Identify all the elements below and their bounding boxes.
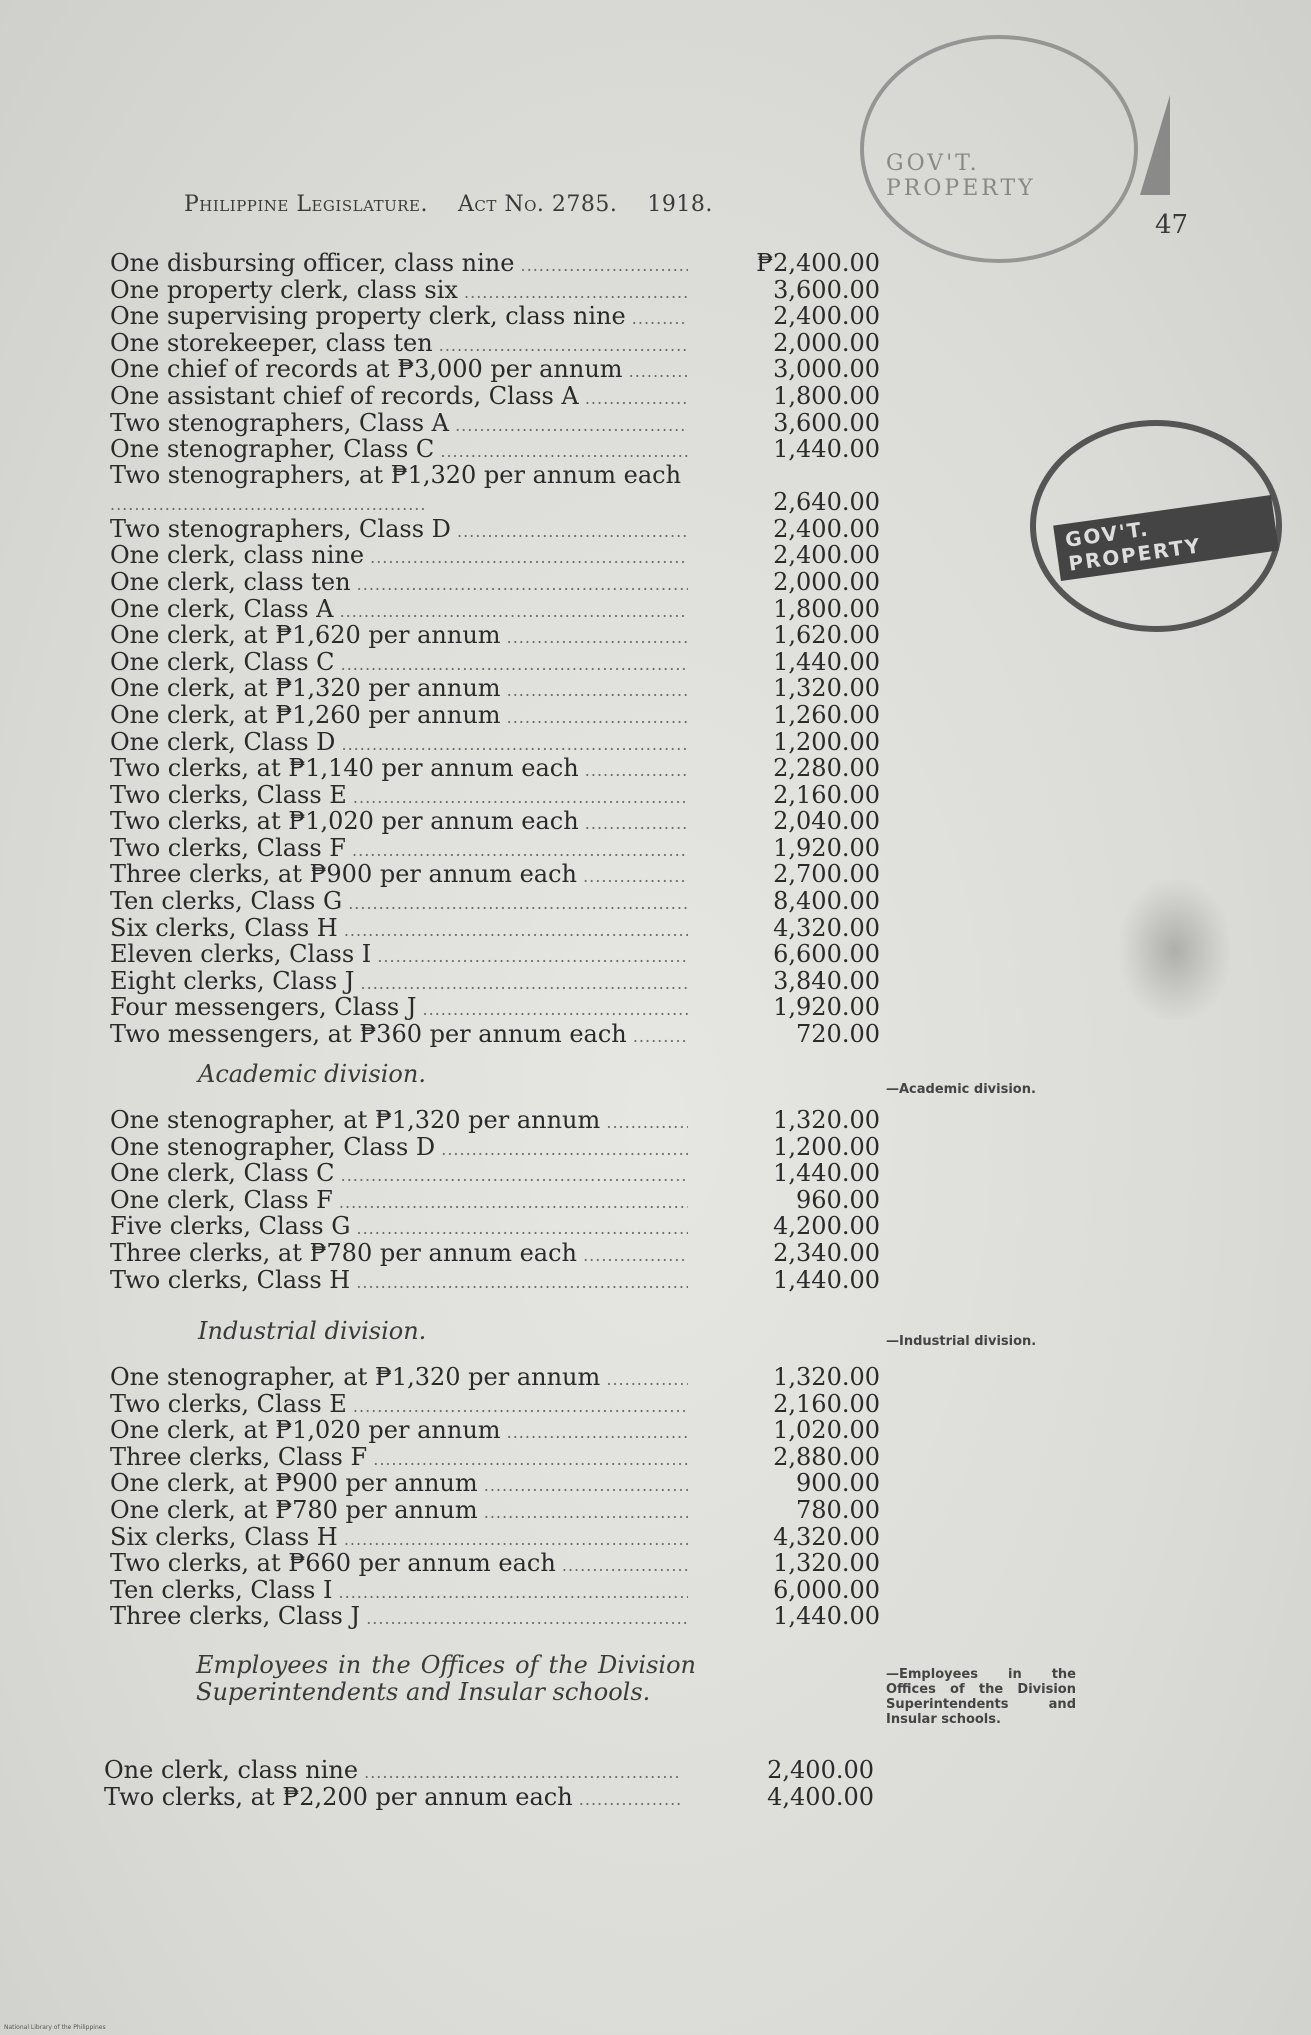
row-label: Two clerks, at ₱1,020 per annum each ..... <box>110 808 688 838</box>
row-amount: 1,440.00 <box>773 1159 880 1188</box>
row-label: Two clerks, Class F ..... <box>110 835 688 865</box>
row-label: Ten clerks, Class I ..... <box>110 1577 688 1607</box>
row-amount: 1,440.00 <box>773 1602 880 1631</box>
row-amount: ₱2,400.00 <box>756 249 880 277</box>
row-label: One supervising property clerk, class nine ..... <box>110 303 688 333</box>
row-amount: 2,700.00 <box>773 860 880 889</box>
row-label: Two stenographers, Class A ..... <box>110 410 688 440</box>
table-row <box>110 915 880 942</box>
row-label: One storekeeper, class ten ..... <box>110 330 688 360</box>
section-division-offices-list <box>104 1757 874 1810</box>
row-amount: 1,800.00 <box>773 594 880 623</box>
table-row <box>110 702 880 729</box>
row-label: One chief of records at ₱3,000 per annum ..... <box>110 356 688 386</box>
row-label: One clerk, Class F ..... <box>110 1187 688 1217</box>
margin-note-division-offices: —Employees in the Offices of the Division Superintendents and Insular schools. <box>886 1667 1076 1727</box>
library-stamp-right <box>1030 420 1282 632</box>
row-amount: 3,000.00 <box>773 355 880 384</box>
table-row <box>110 1497 880 1524</box>
ink-smudge <box>1120 880 1230 1020</box>
row-label: One clerk, Class C ..... <box>110 1160 688 1190</box>
page-number: 47 <box>1155 210 1189 240</box>
margin-note-industrial: —Industrial division. <box>886 1334 1037 1349</box>
table-row <box>110 861 880 888</box>
row-label: One clerk, Class D ..... <box>110 729 688 759</box>
table-row <box>110 1107 880 1134</box>
table-row <box>110 649 880 676</box>
table-row <box>110 1444 880 1471</box>
table-row <box>110 1550 880 1577</box>
header-title: Philippine Legislature. <box>184 192 428 217</box>
row-amount: 1,200.00 <box>773 727 880 756</box>
table-row <box>110 250 880 277</box>
table-row <box>110 330 880 357</box>
table-row <box>110 460 880 516</box>
table-row <box>110 1160 880 1187</box>
row-label: One clerk, class nine ..... <box>110 542 688 572</box>
row-amount: 6,600.00 <box>773 940 880 969</box>
row-label: Three clerks, Class F ..... <box>110 1444 688 1474</box>
table-row <box>110 729 880 756</box>
table-row <box>110 1417 880 1444</box>
row-amount: 2,400.00 <box>773 302 880 331</box>
row-label: Four messengers, Class J ..... <box>110 994 688 1024</box>
row-label: Eleven clerks, Class I ..... <box>110 941 688 971</box>
heading-division-offices: Employees in the Offices of the Division Superintendents and Insular schools. <box>196 1651 696 1706</box>
table-row <box>110 303 880 330</box>
row-label: Two messengers, at ₱360 per annum each ..... <box>110 1021 688 1051</box>
row-label: One stenographer, Class D ..... <box>110 1134 688 1164</box>
row-amount: 1,320.00 <box>773 1363 880 1391</box>
row-amount: 1,320.00 <box>773 1106 880 1134</box>
row-amount: 2,160.00 <box>773 1389 880 1418</box>
row-amount: 4,320.00 <box>773 913 880 942</box>
corner-mark <box>1140 95 1170 195</box>
row-label: One clerk, Class A ..... <box>110 596 688 626</box>
row-amount: 720.00 <box>796 1020 880 1049</box>
row-label: One stenographer, at ₱1,320 per annum ..... <box>110 1107 688 1137</box>
row-amount: 780.00 <box>796 1495 880 1524</box>
header-year: 1918. <box>647 192 713 217</box>
table-row <box>110 356 880 383</box>
table-row <box>110 622 880 649</box>
heading-industrial: Industrial division. <box>198 1317 427 1345</box>
stamp-text-right: GOV'T. PROPERTY <box>1053 495 1279 581</box>
table-row <box>110 755 880 782</box>
table-row <box>110 1391 880 1418</box>
row-amount: 900.00 <box>796 1469 880 1498</box>
table-row <box>110 410 880 437</box>
row-label: One assistant chief of records, Class A ..... <box>110 383 688 413</box>
row-amount: 1,620.00 <box>773 621 880 650</box>
row-amount: 3,600.00 <box>773 408 880 437</box>
table-row <box>110 941 880 968</box>
table-row <box>110 516 880 543</box>
row-label: One clerk, at ₱900 per annum ..... <box>110 1470 688 1500</box>
table-row <box>110 675 880 702</box>
row-label: One stenographer, at ₱1,320 per annum ..... <box>110 1364 688 1394</box>
table-row <box>104 1784 874 1811</box>
row-amount: 2,000.00 <box>773 567 880 596</box>
table-row <box>104 1757 874 1784</box>
header-act: Act No. 2785. <box>457 192 618 217</box>
row-label: One clerk, at ₱1,260 per annum ..... <box>110 702 688 732</box>
table-row <box>110 888 880 915</box>
row-label: One clerk, Class C ..... <box>110 649 688 679</box>
row-label: Two clerks, Class E ..... <box>110 1391 688 1421</box>
row-amount: 1,440.00 <box>773 647 880 676</box>
table-row <box>110 808 880 835</box>
table-row <box>110 1021 880 1048</box>
row-amount: 960.00 <box>796 1185 880 1214</box>
row-amount: 2,280.00 <box>773 754 880 783</box>
row-label: Three clerks, at ₱780 per annum each ..... <box>110 1240 688 1270</box>
table-row <box>110 1364 880 1391</box>
row-amount: 1,320.00 <box>773 674 880 703</box>
row-amount: 3,840.00 <box>773 966 880 995</box>
row-label: Two clerks, at ₱660 per annum each ..... <box>110 1550 688 1580</box>
table-row <box>110 277 880 304</box>
table-row <box>110 968 880 995</box>
table-row <box>110 782 880 809</box>
table-row <box>110 835 880 862</box>
table-row <box>110 1240 880 1267</box>
table-row <box>110 596 880 623</box>
row-amount: 4,320.00 <box>773 1522 880 1551</box>
row-amount: 3,600.00 <box>773 275 880 304</box>
table-row <box>110 569 880 596</box>
table-row <box>110 1577 880 1604</box>
row-label: One clerk, class ten ..... <box>110 569 688 599</box>
row-label: Eight clerks, Class J ..... <box>110 968 688 998</box>
row-label: Two clerks, Class H ..... <box>110 1267 688 1297</box>
row-label: One clerk, at ₱1,020 per annum ..... <box>110 1417 688 1447</box>
row-amount: 2,400.00 <box>773 514 880 543</box>
row-label: Three clerks, at ₱900 per annum each ..... <box>110 861 688 891</box>
row-amount: 1,260.00 <box>773 700 880 729</box>
section-main-list <box>110 250 880 1048</box>
row-amount: 8,400.00 <box>773 887 880 916</box>
row-label: Two clerks, at ₱1,140 per annum each ..... <box>110 755 688 785</box>
section-academic-list <box>110 1107 880 1293</box>
footer-source: National Library of the Philippines <box>4 2024 106 2031</box>
row-amount: 2,000.00 <box>773 328 880 357</box>
table-row <box>110 1213 880 1240</box>
row-label: Ten clerks, Class G ..... <box>110 888 688 918</box>
row-amount: 2,040.00 <box>773 807 880 836</box>
table-row <box>110 1524 880 1551</box>
row-amount: 2,340.00 <box>773 1238 880 1267</box>
row-label: Two clerks, Class E ..... <box>110 782 688 812</box>
table-row <box>110 1603 880 1630</box>
margin-note-academic: —Academic division. <box>886 1082 1036 1097</box>
row-label: One disbursing officer, class nine ..... <box>110 250 688 280</box>
row-amount: 1,320.00 <box>773 1549 880 1578</box>
row-amount: 1,920.00 <box>773 833 880 862</box>
library-stamp-top <box>860 35 1138 263</box>
row-amount: 2,400.00 <box>773 541 880 570</box>
section-industrial-list <box>110 1364 880 1630</box>
table-row <box>110 1134 880 1161</box>
row-amount: 1,800.00 <box>773 381 880 410</box>
row-amount: 1,440.00 <box>773 435 880 464</box>
running-header <box>184 192 713 217</box>
table-row <box>110 1187 880 1214</box>
row-amount: 1,020.00 <box>773 1416 880 1445</box>
row-amount: 2,160.00 <box>773 780 880 809</box>
stamp-text-top: GOV'T. PROPERTY <box>886 151 1036 201</box>
row-label: One clerk, at ₱780 per annum ..... <box>110 1497 688 1527</box>
row-label: One clerk, class nine ..... <box>104 1757 682 1787</box>
row-label: Three clerks, Class J ..... <box>110 1603 688 1633</box>
row-label: One property clerk, class six ..... <box>110 277 688 307</box>
row-amount: 2,880.00 <box>773 1442 880 1471</box>
row-amount: 1,440.00 <box>773 1265 880 1294</box>
row-label: Two stenographers, at ₱1,320 per annum each .................................................... <box>110 460 682 514</box>
row-amount: 1,200.00 <box>773 1132 880 1161</box>
row-label: One stenographer, Class C ..... <box>110 436 688 466</box>
table-row <box>110 383 880 410</box>
row-label: One clerk, at ₱1,320 per annum ..... <box>110 675 688 705</box>
table-row <box>110 1470 880 1497</box>
row-label: Five clerks, Class G ..... <box>110 1213 688 1243</box>
row-label: One clerk, at ₱1,620 per annum ..... <box>110 622 688 652</box>
row-label: Two stenographers, Class D ..... <box>110 516 688 546</box>
row-amount: 1,920.00 <box>773 993 880 1022</box>
row-label: Six clerks, Class H ..... <box>110 1524 688 1554</box>
row-amount: 2,400.00 <box>767 1756 874 1784</box>
table-row <box>110 1267 880 1294</box>
row-label: Six clerks, Class H ..... <box>110 915 688 945</box>
row-amount: 6,000.00 <box>773 1575 880 1604</box>
table-row <box>110 436 880 463</box>
heading-academic: Academic division. <box>198 1060 426 1088</box>
table-row <box>110 542 880 569</box>
row-amount: 4,200.00 <box>773 1212 880 1241</box>
row-label: Two clerks, at ₱2,200 per annum each ..... <box>104 1784 682 1814</box>
row-amount: 2,640.00 <box>773 487 880 516</box>
row-amount: 4,400.00 <box>767 1782 874 1811</box>
table-row <box>110 994 880 1021</box>
